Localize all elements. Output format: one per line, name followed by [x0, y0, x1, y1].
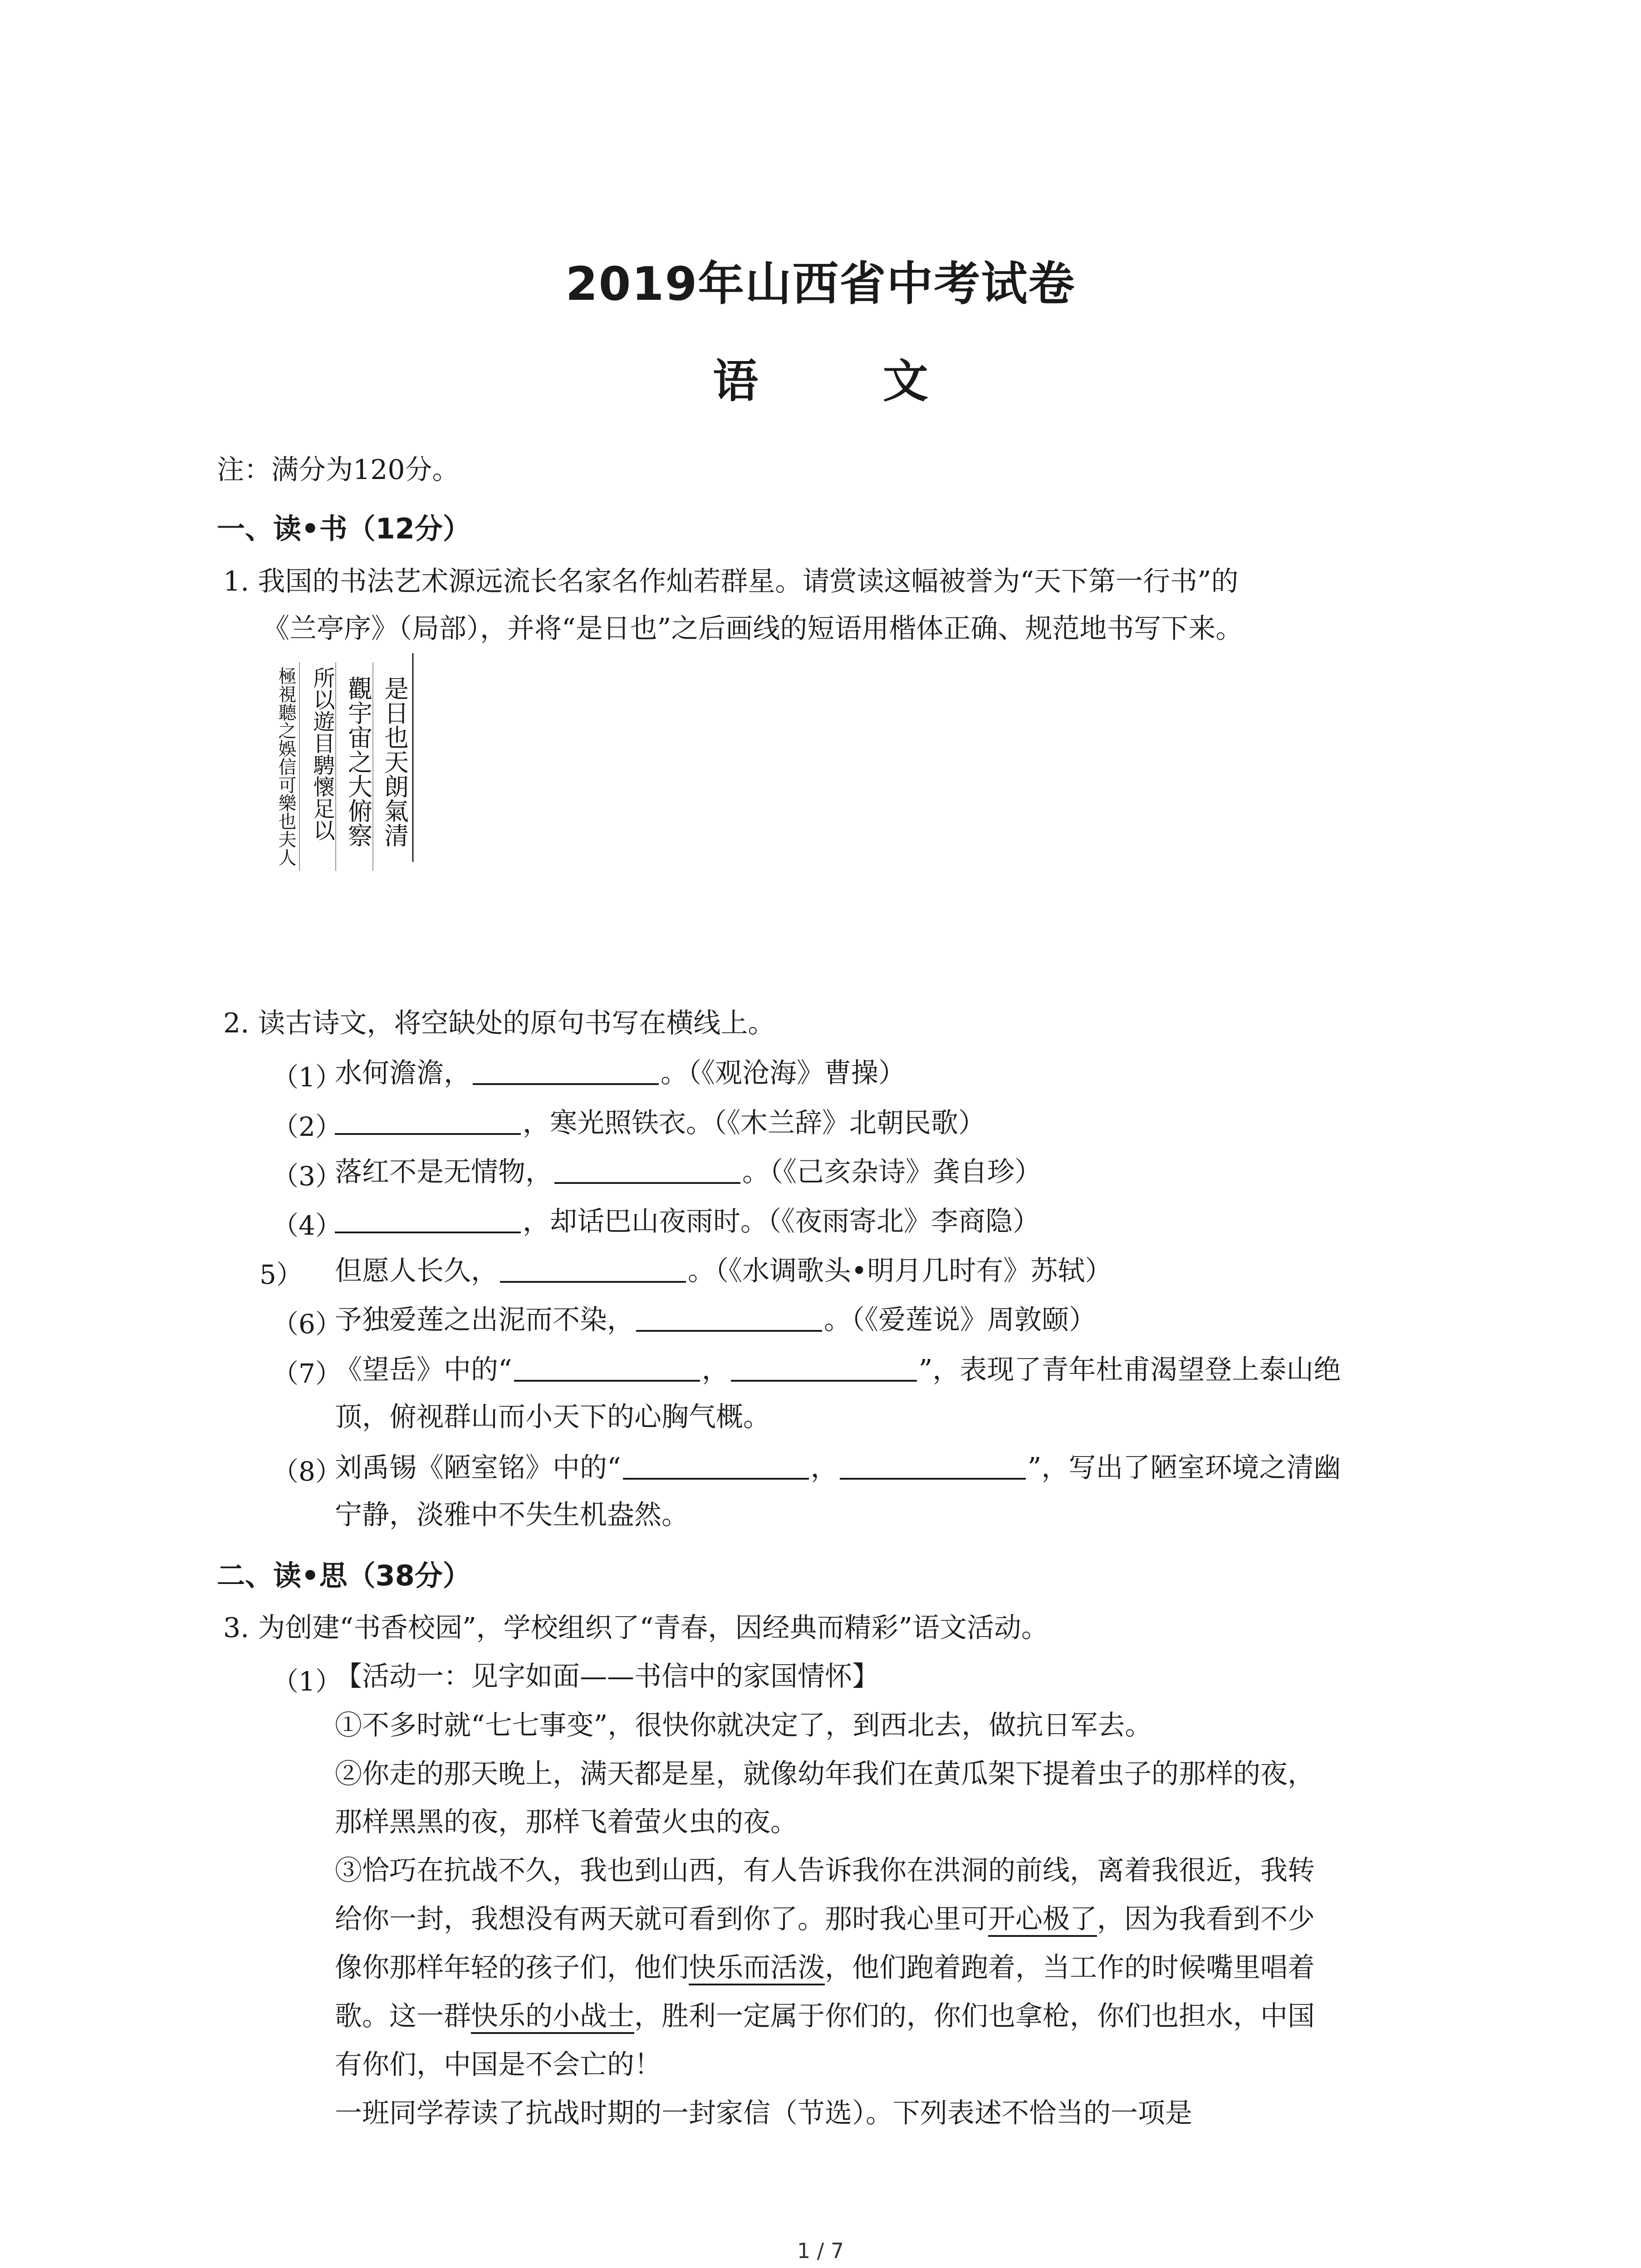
q3-intro: 3. 为创建“书香校园”，学校组织了“青春，因经典而精彩”语文活动。	[223, 1612, 1049, 1644]
calligraphy-column-4: 極視聽之娛信可樂也夫人	[275, 667, 296, 866]
score-note: 注：满分为120分。	[217, 454, 460, 486]
letter-paragraph-3d: 歌。这一群快乐的小战士，胜利一定属于你们的，你们也拿枪，你们也担水，中国	[335, 2001, 1315, 2032]
section-1-heading: 一、读•书（12分）	[217, 512, 471, 545]
underlined-phrase: 快乐的小战士	[471, 2000, 634, 2034]
answer-blank[interactable]	[335, 1205, 521, 1233]
page-number: 1 / 7	[797, 2239, 844, 2263]
q2-intro: 2. 读古诗文，将空缺处的原句书写在横线上。	[223, 1007, 775, 1039]
exam-subject: 语 文	[713, 355, 983, 408]
answer-blank[interactable]	[554, 1156, 740, 1184]
underlined-phrase: 快乐而活泼	[689, 1952, 825, 1985]
q1-line-2: 《兰亭序》（局部），并将“是日也”之后画线的短语用楷体正确、规范地书写下来。	[262, 613, 1243, 645]
q3-question-stem: 一班同学荐读了抗战时期的一封家信（节选）。下列表述不恰当的一项是	[335, 2097, 1192, 2129]
calligraphy-column-2: 觀宇宙之大俯察	[344, 676, 373, 847]
activity-number: （1）	[272, 1666, 342, 1697]
answer-blank[interactable]	[473, 1057, 659, 1085]
exam-page: 2019年山西省中考试卷 语 文 注：满分为120分。 一、读•书（12分） 1. 我国的书法艺术源远流长名家名作灿若群星。请赏读这幅被誉为“天下第一行书”的 《兰亭序》（局部），并将“是日也”之后画线的短语用楷体正确、规范地书写下来。 是日也天朗氣清 觀宇宙之大俯察 所以遊目騁懷足以 極視聽之娛信可樂也夫人 2. 读古诗文，将空缺处的原句书写在横线上。 （1） 水何澹澹， 。（《观沧海》曹操） （2） ，寒光照铁衣。（《木兰辞》北朝民歌） （3） 落红不是无情物， 。（《己亥杂诗》龚自珍） （4） ，却话巴山夜雨时。（《夜雨寄北》李商隐） 5） 但愿人长久， 。（《水调歌头•明月几时有》苏轼） （6） 予独爱莲之出泥而不染， 。（《爱莲说》周敦颐） （7） 《望岳》中的“ ， ”，表现了青年杜甫渴望登上泰山绝 顶，俯视群山而小天下的心胸气概。 （8） 刘禹锡《陋室铭》中的“ ， ”，写出了陋室环境之清幽 宁静，淡雅中不失生机盎然。 二、读•思（38分） 3. 为创建“书香校园”，学校组织了“青春，因经典而精彩”语文活动。 （1） 【活动一：见字如面——书信中的家国情怀】 ①不多时就“七七事变”，很快你就决定了，到西北去，做抗日军去。 ②你走的那天晚上，满天都是星，就像幼年我们在黄瓜架下提着虫子的那样的夜， 那样黑黑的夜，那样飞着萤火虫的夜。 ③恰巧在抗战不久，我也到山西，有人告诉我你在洪洞的前线，离着我很近，我转 给你一封，我想没有两天就可看到你了。那时我心里可开心极了，因为我看到不少 像你那样年轻的孩子们，他们快乐而活泼，他们跑着跑着，当工作的时候嘴里唱着 歌。这一群快乐的小战士，胜利一定属于你们的，你们也拿枪，你们也担水，中国 有你们，中国是不会亡的！ 一班同学荐读了抗战时期的一封家信（节选）。下列表述不恰当的一项是 1 / 7	[0, 0, 1641, 2268]
letter-paragraph-3b: 给你一封，我想没有两天就可看到你了。那时我心里可开心极了，因为我看到不少	[335, 1904, 1315, 1935]
answer-blank[interactable]	[731, 1354, 917, 1382]
calligraphy-column-1: 是日也天朗氣清	[380, 676, 409, 847]
answer-blank[interactable]	[840, 1452, 1026, 1480]
answer-blank[interactable]	[514, 1354, 700, 1382]
letter-paragraph-1: ①不多时就“七七事变”，很快你就决定了，到西北去，做抗日军去。	[335, 1710, 1152, 1741]
answer-blank[interactable]	[623, 1452, 809, 1480]
underlined-phrase: 开心极了	[988, 1903, 1097, 1937]
letter-paragraph-3e: 有你们，中国是不会亡的！	[335, 2049, 661, 2081]
exam-title: 2019年山西省中考试卷	[565, 257, 1076, 311]
calligraphy-column-3: 所以遊目騁懷足以	[309, 667, 335, 841]
letter-paragraph-3c: 像你那样年轻的孩子们，他们快乐而活泼，他们跑着跑着，当工作的时候嘴里唱着	[335, 1952, 1315, 1984]
activity-title: 【活动一：见字如面——书信中的家国情怀】	[335, 1661, 879, 1692]
answer-blank[interactable]	[335, 1107, 521, 1135]
letter-paragraph-2a: ②你走的那天晚上，满天都是星，就像幼年我们在黄瓜架下提着虫子的那样的夜，	[335, 1758, 1315, 1790]
section-2-heading: 二、读•思（38分）	[217, 1559, 471, 1592]
answer-blank[interactable]	[636, 1304, 822, 1332]
lantingxu-calligraphy-image	[268, 649, 422, 875]
answer-blank[interactable]	[500, 1255, 686, 1283]
letter-paragraph-3a: ③恰巧在抗战不久，我也到山西，有人告诉我你在洪洞的前线，离着我很近，我转	[335, 1855, 1315, 1887]
letter-paragraph-2b: 那样黑黑的夜，那样飞着萤火虫的夜。	[335, 1806, 798, 1838]
q1-line-1: 1. 我国的书法艺术源远流长名家名作灿若群星。请赏读这幅被誉为“天下第一行书”的	[223, 566, 1239, 597]
